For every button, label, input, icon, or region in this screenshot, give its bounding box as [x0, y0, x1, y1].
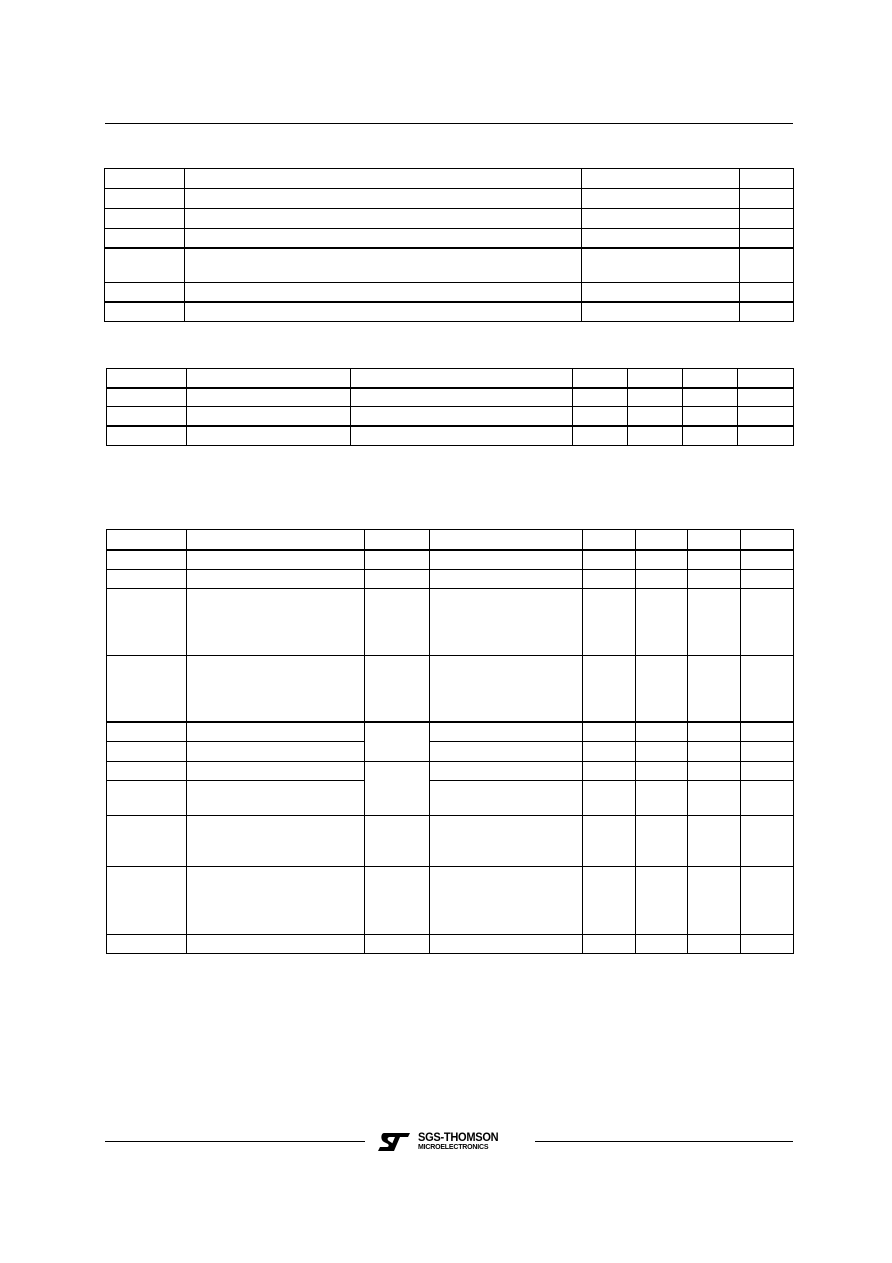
table-row: [107, 762, 794, 781]
table-row: [105, 302, 794, 322]
table-row: [107, 781, 794, 816]
header-rule: [105, 123, 793, 124]
table-row: [107, 530, 794, 550]
table-row: [105, 248, 794, 283]
table-1: [104, 168, 794, 322]
footer-logo: [376, 1129, 526, 1157]
brand-sub: MICROELECTRONICS: [418, 1144, 489, 1151]
table-row: [107, 407, 794, 426]
table-row: [105, 229, 794, 248]
footer-rule-left: [105, 1141, 365, 1142]
table-3: [106, 529, 794, 954]
table-2: [106, 368, 794, 446]
footer-rule-right: [535, 1141, 793, 1142]
table-row: [107, 935, 794, 954]
brand-name: SGS-THOMSON: [418, 1130, 499, 1144]
table-row: [105, 283, 794, 302]
table-row: [107, 816, 794, 867]
table-row: [105, 209, 794, 229]
table-row: [107, 570, 794, 589]
table-row: [107, 742, 794, 762]
table-row: [107, 722, 794, 742]
table-row: [107, 426, 794, 446]
table-row: [107, 550, 794, 570]
table-row: [105, 169, 794, 189]
table-row: [107, 589, 794, 656]
table-row: [105, 189, 794, 209]
st-logo-icon: [376, 1131, 414, 1158]
table-row: [107, 388, 794, 407]
table-row: [107, 369, 794, 388]
table-row: [107, 656, 794, 722]
table-row: [107, 867, 794, 935]
